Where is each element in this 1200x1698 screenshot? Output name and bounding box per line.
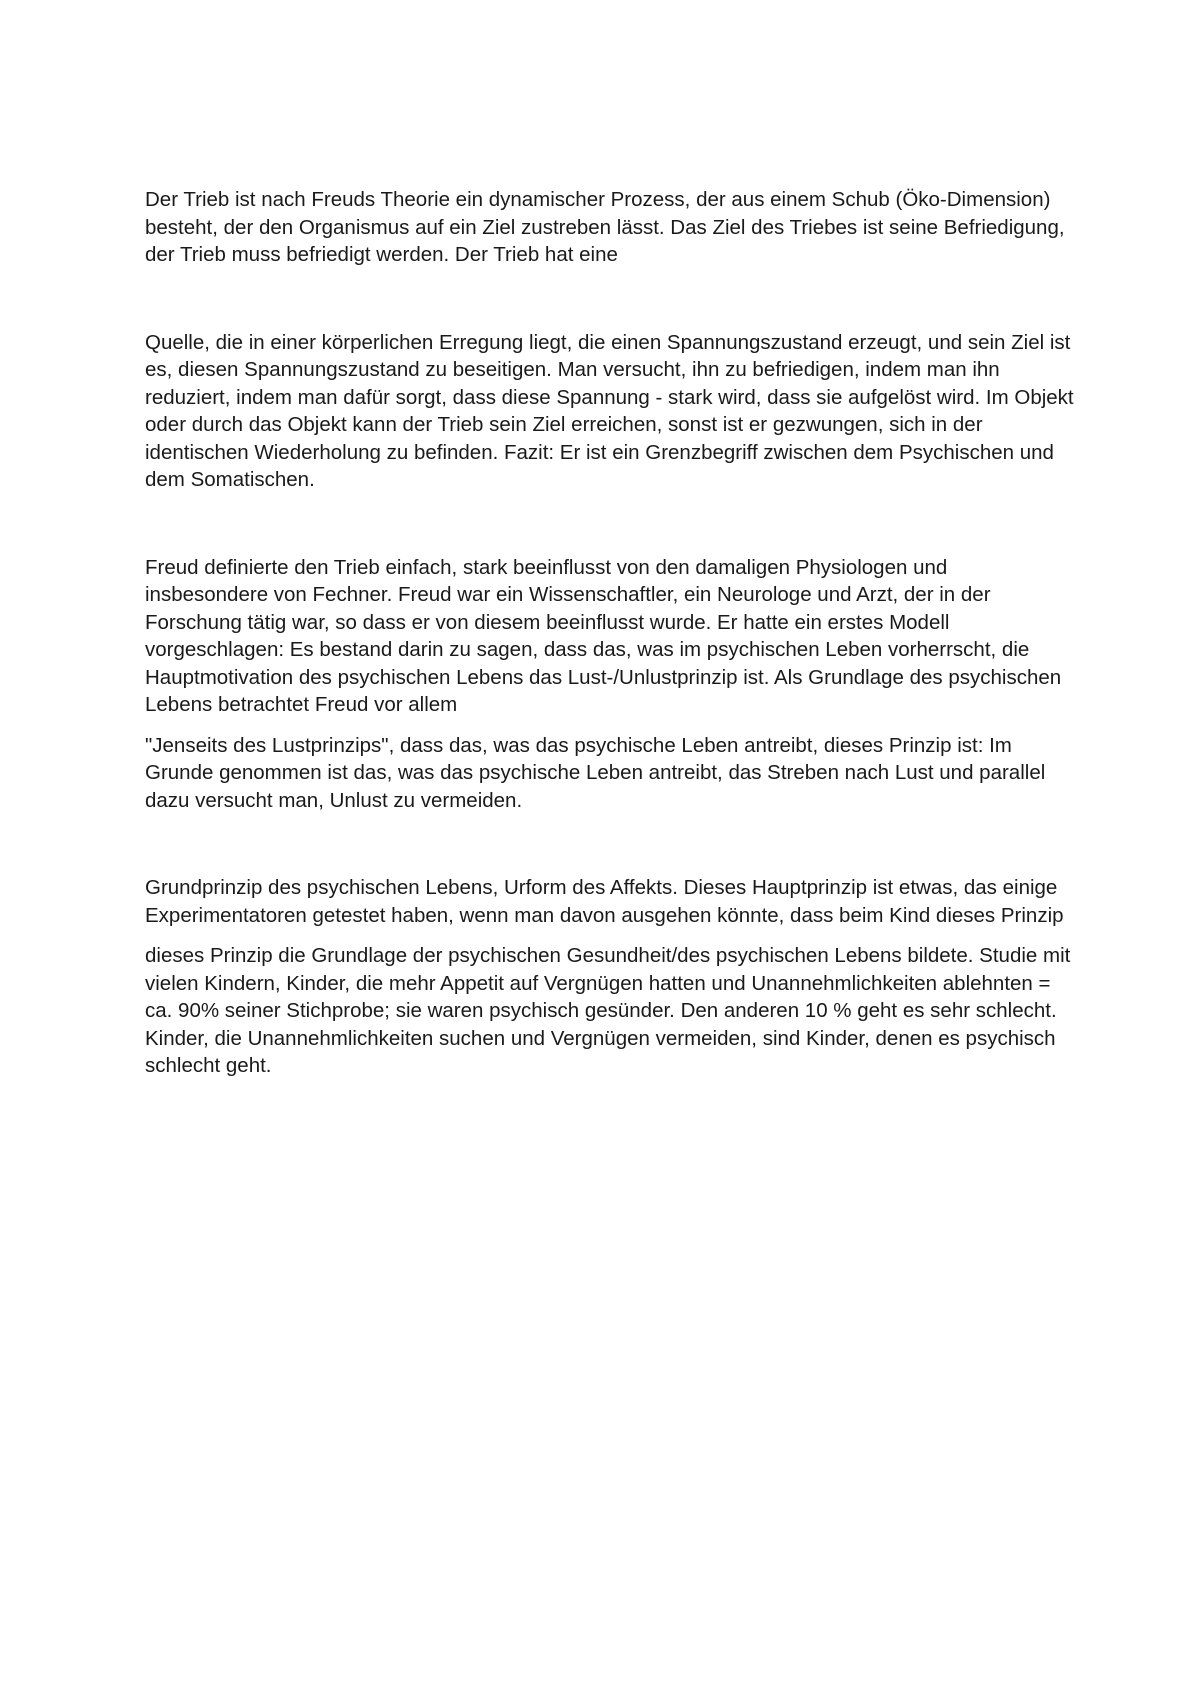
paragraph: Quelle, die in einer körperlichen Erregung liegt, die einen Spannungszustand erzeugt, und sein Ziel ist es, diesen Spannungszustand zu beseitigen. Man versucht, ihn zu befriedigen, indem man ihn reduziert, indem man dafür sorgt, dass diese Spannung - stark wird, dass sie aufgelöst wird. Im Objekt oder durch das Objekt kann der Trieb sein Ziel erreichen, sonst ist er gezwungen, sich in der identischen Wiederholung zu befinden. Fazit: Er ist ein Grenzbegriff zwischen dem Psychischen und dem Somatischen. bbox=[145, 330, 1074, 491]
paragraph: Der Trieb ist nach Freuds Theorie ein dynamischer Prozess, der aus einem Schub (Öko-Dimension) besteht, der den Organismus auf ein Ziel zustreben lässt. Das Ziel des Triebes ist seine Befriedigung, der Trieb muss befriedigt werden. Der Trieb hat eine bbox=[145, 188, 1065, 266]
paragraph: dieses Prinzip die Grundlage der psychischen Gesundheit/des psychischen Lebens bildete. Studie mit vielen Kindern, Kinder, die mehr Appetit auf Vergnügen hatten und Unannehmlichkeiten ablehnten = ca. 90% seiner Stichprobe; sie waren psychisch gesünder. Den anderen 10 % geht es sehr schlecht. Kinder, die Unannehmlichkeiten suchen und Vergnügen vermeiden, sind Kinder, denen es psychisch schlecht geht. bbox=[145, 944, 1071, 1077]
document-body bbox=[145, 186, 1075, 1080]
paragraph: Freud definierte den Trieb einfach, stark beeinflusst von den damaligen Physiologen und insbesondere von Fechner. Freud war ein Wissenschaftler, ein Neurologe und Arzt, der in der Forschung tätig war, so dass er von diesem beeinflusst wurde. Er hatte ein erstes Modell vorgeschlagen: Es bestand darin zu sagen, dass das, was im psychischen Leben vorherrscht, die Hauptmotivation des psychischen Lebens das Lust-/Unlustprinzip ist. Als Grundlage des psychischen Lebens betrachtet Freud vor allem bbox=[145, 555, 1062, 716]
paragraph: "Jenseits des Lustprinzips", dass das, was das psychische Leben antreibt, dieses Prinzip ist: Im Grunde genommen ist das, was das psychische Leben antreibt, das Streben nach Lust und parallel dazu versucht man, Unlust zu vermeiden. bbox=[145, 733, 1046, 812]
paragraph: Grundprinzip des psychischen Lebens, Urform des Affekts. Dieses Hauptprinzip ist etwas, das einige Experimentatoren getestet haben, wenn man davon ausgehen könnte, dass beim Kind dieses Prinzip bbox=[145, 876, 1064, 927]
